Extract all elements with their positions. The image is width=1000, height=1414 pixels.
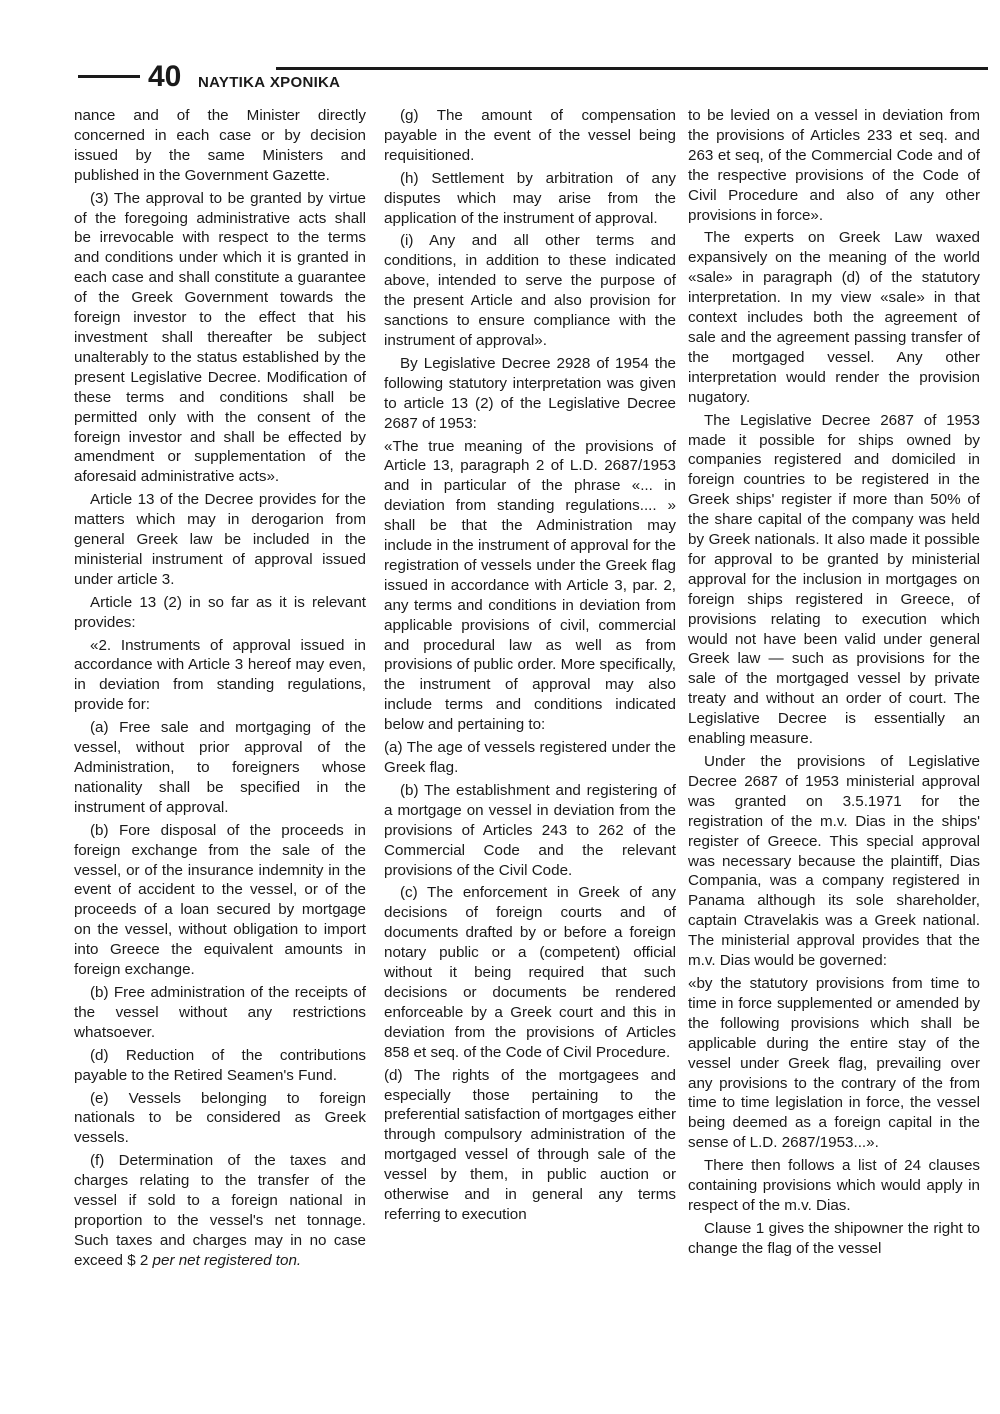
paragraph: nance and of the Minister directly concerned in each case or by decision issued by the same Ministers and published in the Government Gazette. xyxy=(74,107,366,184)
paragraph: (i) Any and all other terms and conditions, in addition to these indicated above, intended to serve the purpose of the present Article and also provision for sanctions to ensure compliance with the instrument of approval». xyxy=(384,232,676,349)
paragraph: (e) Vessels belonging to foreign nationals to be considered as Greek vessels. xyxy=(74,1089,366,1147)
paragraph: Article 13 (2) in so far as it is relevant provides: xyxy=(74,593,366,631)
paragraph: (a) The age of vessels registered under the Greek flag. xyxy=(384,739,676,776)
page-header xyxy=(78,62,988,98)
italic-text: per net registered ton. xyxy=(152,1251,302,1269)
paragraph: (b) Free administration of the receipts of the vessel without any restrictions whatsoever. xyxy=(74,983,366,1041)
paragraph: There then follows a list of 24 clauses containing provisions which would apply in respect of the m.v. Dias. xyxy=(688,1157,980,1214)
paragraph: Clause 1 gives the shipowner the right to change the flag of the vessel xyxy=(688,1219,980,1257)
paragraph: (c) The enforcement in Greek of any decisions of foreign courts and of documents drafted by or before a foreign notary public or a (competent) official without it being required that such decisions or documents be rendered enforceable by a Greek court and this in deviation from the provisions of Articles 858 et seq. of the Code of Civil Procedure. xyxy=(384,884,676,1061)
paragraph: (h) Settlement by arbitration of any disputes which may arise from the application of the instrument of approval. xyxy=(384,169,676,227)
page-number: 40 xyxy=(148,60,182,93)
paragraph: «2. Instruments of approval issued in accordance with Article 3 hereof may even, in deviation from standing regulations, provide for: xyxy=(74,636,366,714)
paragraph xyxy=(74,1151,366,1270)
paragraph: (b) The establishment and registering of a mortgage on vessel in deviation from the provisions of Articles 243 to 262 of the Commercial Code and the relevant provisions of the Civil Code. xyxy=(384,781,676,879)
header-rule-left xyxy=(78,75,140,78)
paragraph: (d) Reduction of the contributions payable to the Retired Seamen's Fund. xyxy=(74,1046,366,1084)
column-3 xyxy=(688,106,980,1262)
paragraph-text: (f) Determination of the taxes and charges relating to the transfer of the vessel if sold to a foreign national in proportion to the vessel's net tonnage. Such taxes and charges may in no case exceed $ 2 xyxy=(74,1152,366,1269)
publication-title: ΝΑΥΤΙΚΑ ΧΡΟΝΙΚΑ xyxy=(198,74,341,91)
paragraph: The Legislative Decree 2687 of 1953 made it possible for ships owned by companies registered and domiciled in foreign countries to be registered in the Greek ships' register if more than 50% of the share capital of the company was held by Greek nationals. It also made it possible for approval to be granted by ministerial approval for the inclusion in mortgages on foreign ships registered in Greece, of provisions relating to execution which would not have been valid under general Greek law — such as provisions for the sale of the mortgaged vessel by private treaty and without an order of court. The Legislative Decree is essentially an enabling measure. xyxy=(688,411,980,748)
paragraph: (d) The rights of the mortgagees and especially those pertaining to the preferential satisfaction of mortgages either through compulsory administration of the mortgaged vessel of through sale of the vessel by them, in public auction or otherwise and in general any terms referring to execution xyxy=(384,1066,676,1223)
paragraph: The experts on Greek Law waxed expansively on the meaning of the world «sale» in paragraph (d) of the statutory interpretation. In my view «sale» in that context includes both the agreement of sale and the agreement passing transfer of the mortgaged vessel. Any other interpretation would render the provision nugatory. xyxy=(688,229,980,406)
paragraph: By Legislative Decree 2928 of 1954 the following statutory interpretation was given to article 13 (2) of the Legislative Decree 2687 of 1953: xyxy=(384,354,676,432)
header-rule-right xyxy=(276,67,988,70)
paragraph: (a) Free sale and mortgaging of the vessel, without prior approval of the Administration, to foreigners whose nationality shall be specified in the instrument of approval. xyxy=(74,719,366,816)
paragraph: Under the provisions of Legislative Decree 2687 of 1953 ministerial approval was granted on 3.5.1971 for the registration of the m.v. Dias in the ships' register of Greece. This special approval was necessary because the plaintiff, Dias Compania, was a company registered in Panama although its sole shareholder, captain Ctravelakis was a Greek national. The ministerial approval provides that the m.v. Dias would be governed: xyxy=(688,753,980,970)
paragraph: «The true meaning of the provisions of Article 13, paragraph 2 of L.D. 2687/1953 and in particular of the phrase «... in deviation from standing regulations.... » shall be that the Administration may include in the instrument of approval for the registration of vessels under the Greek flag issued in accordance with Article 3, par. 2, any terms and conditions in deviation from applicable provisions of civil, commercial and procedural law as well as from provisions of public order. More specifically, the instrument of approval may also include terms and conditions indicated below and pertaining to: xyxy=(384,437,676,734)
paragraph: (3) The approval to be granted by virtue of the foregoing administrative acts shall be irrevocable with respect to the terms and conditions under which it is granted in each case and shall constitute a guarantee of the Greek Government towards the foreign investor to the effect that his investment shall thereafter be subject unalterably to the status established by the present Legislative Decree. Modification of these terms and conditions shall be permitted only with the consent of the foreign investor and shall be effected by amendment or supplementation of the aforesaid administrative acts». xyxy=(74,189,366,486)
column-1 xyxy=(74,106,366,1274)
paragraph: to be levied on a vessel in deviation from the provisions of Articles 233 et seq. and 263 et seq, of the Commercial Code and of the respective provisions of the Code of Civil Procedure and also of any other provisions in force». xyxy=(688,107,980,224)
paragraph: (b) Fore disposal of the proceeds in foreign exchange from the sale of the vessel, or of the insurance indemnity in the event of accident to the vessel, or of the proceeds of a loan secured by mortgage on the vessel, without obligation to import into Greece the equivalent amounts in foreign exchange. xyxy=(74,821,366,979)
paragraph: Article 13 of the Decree provides for the matters which may in derogarion from general Greek law be included in the ministerial instrument of approval issued under article 3. xyxy=(74,491,366,588)
column-2 xyxy=(384,106,676,1228)
paragraph: «by the statutory provisions from time to time in force supplemented or amended by the following provisions which shall be applicable during the entire stay of the vessel under Greek flag, prevailing over any provisions to the contrary of the from time to time legislation in force, the vessel being deemed as a foreign capital in the sense of L.D. 2687/1953...». xyxy=(688,974,980,1152)
paragraph: (g) The amount of compensation payable in the event of the vessel being requisitioned. xyxy=(384,107,676,164)
